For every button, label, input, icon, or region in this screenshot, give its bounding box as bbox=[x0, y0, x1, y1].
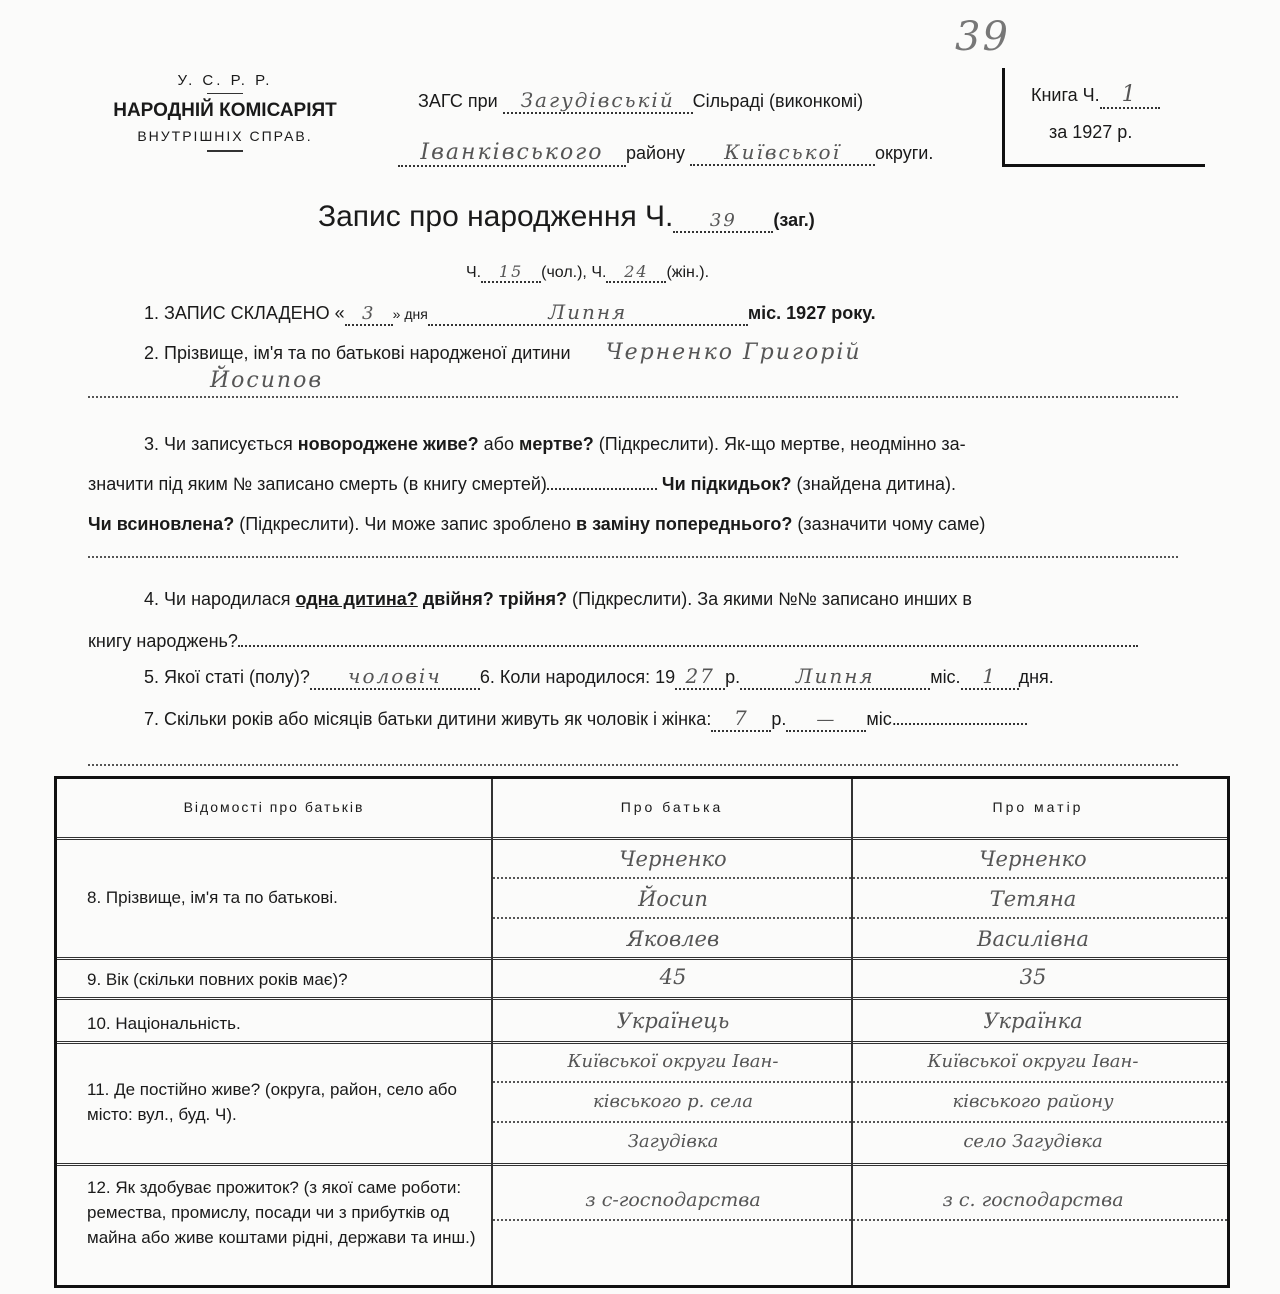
q7-label: 7. Скільки років або місяців батьки дитини живуть як чоловік і жінка: bbox=[144, 709, 712, 729]
male-number: 15 bbox=[481, 262, 541, 283]
book-year: за 1927 р. bbox=[1049, 122, 1133, 142]
header-father: Про батька bbox=[620, 799, 724, 815]
father-patronymic: Яковлев bbox=[626, 927, 720, 951]
q5-label: 5. Якої статі (полу)? bbox=[144, 667, 310, 687]
zags-line bbox=[418, 88, 863, 114]
mother-name: Тетяна bbox=[989, 887, 1077, 911]
q3-foundling: Чи підкидьок? bbox=[661, 474, 792, 494]
q7-years: 7 bbox=[711, 706, 771, 732]
q6-day: 1 bbox=[961, 664, 1019, 690]
mother-residence-3: село Загудівка bbox=[963, 1131, 1103, 1152]
row12-label: 12. Як здобуває прожиток? (з якої саме роботи: ремества, промислу, посади чи з прибутків од майна або живе коштами рідні, держави та инш.) bbox=[87, 1178, 476, 1247]
female-number: 24 bbox=[606, 262, 666, 283]
okruha-value: Київської bbox=[690, 140, 875, 166]
raion-line bbox=[398, 140, 933, 167]
mother-residence-1: Київської округи Іван- bbox=[927, 1051, 1139, 1072]
q1-month: Липня bbox=[428, 300, 748, 326]
q2-child-name: Черненко Григорій bbox=[605, 340, 862, 365]
ch-label: Ч. bbox=[466, 264, 482, 281]
mother-nationality: Українка bbox=[983, 1009, 1083, 1033]
q7-r: р. bbox=[771, 709, 787, 729]
father-surname: Черненко bbox=[619, 847, 727, 871]
q3-alive: новороджене живе? bbox=[297, 434, 479, 454]
mother-occupation: з с. господарства bbox=[942, 1189, 1124, 1211]
q3-t3: (Підкреслити). Як-що мертве, неодмінно за- bbox=[598, 434, 966, 454]
page-number: 39 bbox=[955, 14, 1010, 60]
q3-adopted: Чи всиновлена? bbox=[88, 514, 235, 534]
header-left bbox=[90, 72, 360, 158]
father-nationality: Українець bbox=[616, 1009, 730, 1033]
q7-mis: міс. bbox=[866, 709, 897, 729]
mother-surname: Черненко bbox=[979, 847, 1087, 871]
q6-label: 6. Коли народилося: 19 bbox=[479, 667, 676, 687]
q3-dead: мертве? bbox=[519, 434, 594, 454]
q3-t1: 3. Чи записується bbox=[144, 434, 293, 454]
raion-label: району bbox=[626, 143, 686, 163]
record-subnumbers bbox=[466, 262, 709, 283]
header-parents-info: Відомості про батьків bbox=[183, 799, 365, 815]
title-suffix: (заг.) bbox=[773, 210, 815, 230]
q2-label: 2. Прізвище, ім'я та по батькові народженої дитини bbox=[144, 343, 571, 363]
okruha-label: округи. bbox=[875, 143, 934, 163]
mother-age: 35 bbox=[1019, 965, 1047, 989]
q7-months: — bbox=[786, 709, 866, 732]
title bbox=[318, 200, 815, 234]
q4-triplets: трійня? bbox=[498, 589, 568, 609]
parents-table bbox=[54, 776, 1230, 1288]
q3-line2a: значити під яким № записано смерть (в книгу смертей) bbox=[88, 474, 547, 494]
father-residence-3: Загудівка bbox=[627, 1131, 719, 1152]
q3-line3a: (Підкреслити). Чи може запис зроблено bbox=[239, 514, 571, 534]
q2 bbox=[144, 340, 862, 365]
mother-residence-2: ківського району bbox=[952, 1091, 1114, 1112]
q6-month: Липня bbox=[740, 664, 930, 690]
father-occupation: з с-господарства bbox=[585, 1189, 761, 1211]
row10-label: 10. Національність. bbox=[87, 1014, 241, 1033]
q4-single: одна дитина? bbox=[295, 589, 418, 609]
father-residence-2: ківського р. села bbox=[593, 1091, 753, 1112]
q5-sex: чоловіч bbox=[310, 664, 480, 690]
q1-mid: » дня bbox=[392, 306, 428, 322]
mother-patronymic: Василівна bbox=[977, 927, 1089, 951]
state-label: У. С. Р. Р. bbox=[177, 72, 273, 89]
council-value: Загудівській bbox=[503, 88, 693, 114]
q1-day: 3 bbox=[345, 303, 393, 326]
q7 bbox=[144, 706, 1027, 732]
q5-q6 bbox=[144, 664, 1054, 690]
q4-t1: 4. Чи народилася bbox=[144, 589, 291, 609]
book-box bbox=[1002, 68, 1205, 167]
zags-prefix: ЗАГС при bbox=[418, 91, 498, 111]
q3-line2b: (знайдена дитина). bbox=[796, 474, 957, 494]
q3-replacement: в заміну попереднього? bbox=[576, 514, 793, 534]
council-label: Сільраді (виконкомі) bbox=[692, 91, 864, 111]
row9-label: 9. Вік (скільки повних років має)? bbox=[87, 970, 348, 989]
q4-twins: двійня? bbox=[422, 589, 494, 609]
commissariat-label: НАРОДНІЙ КОМІСАРІЯТ bbox=[113, 100, 337, 121]
book-number: 1 bbox=[1100, 82, 1160, 109]
q3-t2: або bbox=[483, 434, 515, 454]
q4-line2: книгу народжень? bbox=[88, 631, 238, 651]
q1-label: 1. ЗАПИС СКЛАДЕНО « bbox=[144, 303, 345, 323]
q2-child-patronymic: Йосипов bbox=[210, 368, 324, 393]
q4 bbox=[88, 578, 1178, 662]
q1 bbox=[144, 300, 876, 326]
department-label: ВНУТРІШНІХ СПРАВ. bbox=[137, 128, 313, 144]
q3 bbox=[88, 424, 1178, 544]
father-age: 45 bbox=[659, 965, 687, 989]
q6-dnya: дня. bbox=[1018, 667, 1054, 687]
q4-t2: (Підкреслити). За якими №№ записано инших в bbox=[572, 589, 972, 609]
q3-line3b: (зазначити чому саме) bbox=[797, 514, 986, 534]
q6-year: 27 bbox=[675, 664, 725, 690]
father-name: Йосип bbox=[638, 887, 708, 911]
q6-mis: міс. bbox=[930, 667, 961, 687]
raion-value: Іванківського bbox=[398, 140, 626, 167]
male-label: (чол.), Ч. bbox=[541, 264, 607, 281]
record-number: 39 bbox=[673, 210, 773, 233]
q6-r: р. bbox=[725, 667, 741, 687]
female-label: (жін.). bbox=[666, 264, 710, 281]
father-residence-1: Київської округи Іван- bbox=[567, 1051, 779, 1072]
title-text: Запис про народження Ч. bbox=[318, 200, 674, 233]
header-mother: Про матір bbox=[992, 799, 1084, 815]
book-label: Книга Ч. bbox=[1031, 85, 1100, 105]
q1-end: міс. 1927 року. bbox=[747, 303, 876, 323]
row11-label: 11. Де постійно живе? (округа, район, село або місто: вул., буд. Ч). bbox=[87, 1080, 457, 1124]
row8-label: 8. Прізвище, ім'я та по батькові. bbox=[87, 888, 338, 907]
